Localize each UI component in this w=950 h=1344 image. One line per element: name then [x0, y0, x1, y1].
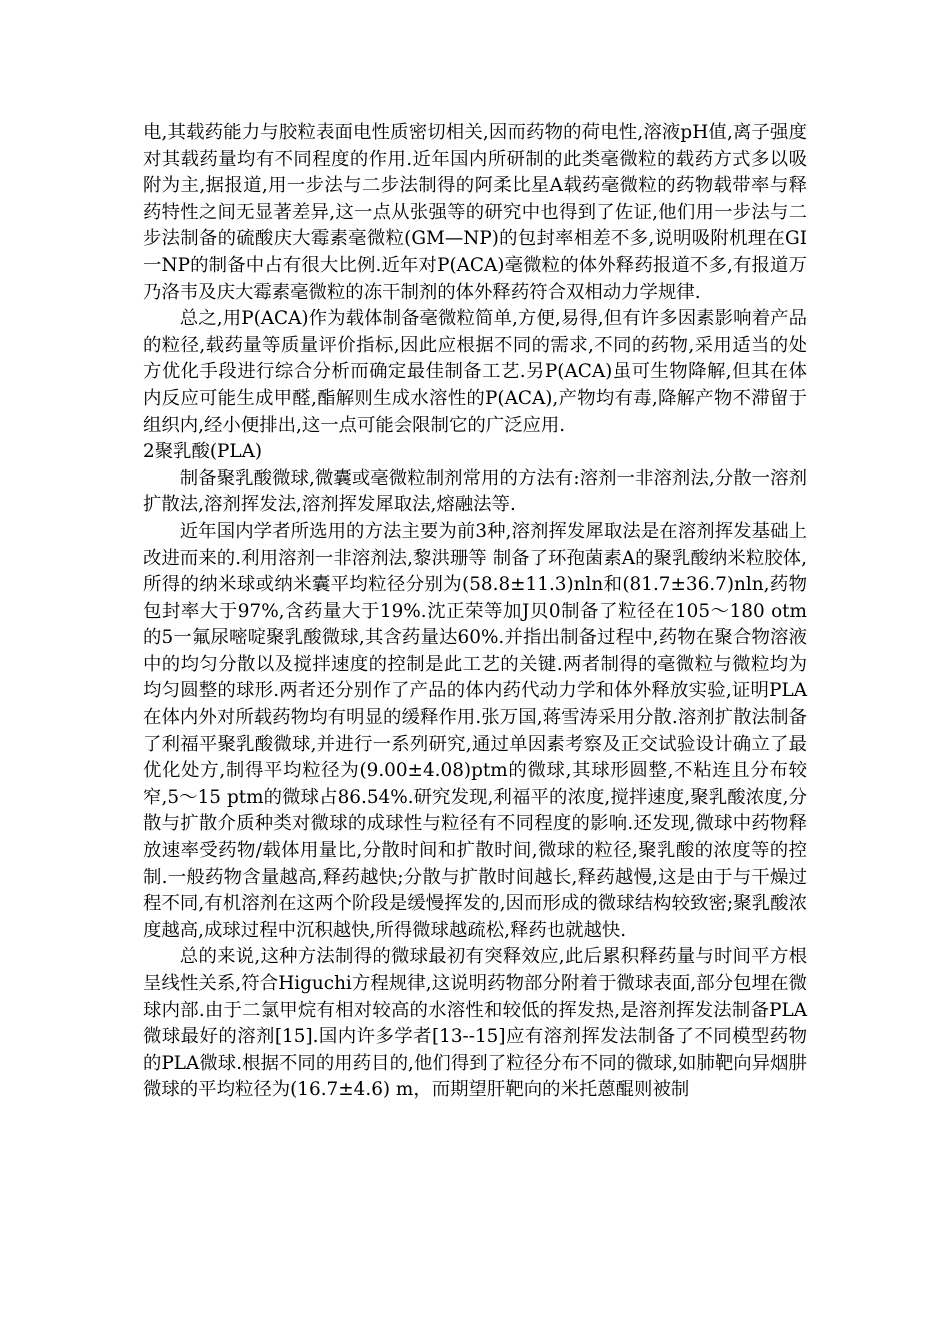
paragraph-preparation-methods: 制备聚乳酸微球,微囊或毫微粒制剂常用的方法有:溶剂一非溶剂法,分散一溶剂扩散法,溶剂挥发法,溶剂挥发犀取法,熔融法等. — [143, 467, 807, 516]
paragraph-release-behavior: 总的来说,这种方法制得的微球最初有突释效应,此后累积释药量与时间平方根呈线性关系,符合Higuchi方程规律,这说明药物部分附着于微球表面,部分包埋在微球内部.由于二氯甲烷有相对较高的水溶性和较低的挥发热,是溶剂挥发法制备PLA微球最好的溶剂[15].国内许多学者[13--15]应有溶剂挥发法制备了不同模型药物的PLA微球.根据不同的用药目的,他们得到了粒径分布不同的微球,如肺靶向异烟肼微球的平均粒径为(16.7±4.6) m，而期望肝靶向的米托蒽醌则被制 — [143, 946, 807, 1101]
paragraph-continuation: 电,其载药能力与胶粒表面电性质密切相关,因而药物的荷电性,溶液pH值,离子强度对其载药量均有不同程度的作用.近年国内所研制的此类毫微粒的载药方式多以吸附为主,据报道,用一步法与二步法制得的阿柔比星A载药毫微粒的药物载带率与释药特性之间无显著差异,这一点从张强等的研究中也得到了佐证,他们用一步法与二步法制备的硫酸庆大霉素毫微粒(GM—NP)的包封率相差不多,说明吸附机理在GI一NP的制备中占有很大比例.近年对P(ACA)毫微粒的体外释药报道不多,有报道万乃洛韦及庆大霉素毫微粒的冻干制剂的体外释药符合双相动力学规律. — [143, 122, 807, 303]
document-body — [143, 120, 807, 1104]
section-heading-pla: 2聚乳酸(PLA) — [143, 441, 263, 463]
paragraph-domestic-research: 近年国内学者所选用的方法主要为前3种,溶剂挥发犀取法是在溶剂挥发基础上改进而来的.利用溶剂一非溶剂法,黎洪珊等 制备了环孢菌素A的聚乳酸纳米粒胶体,所得的纳米球或纳米囊平均粒径分别为(58.8±11.3)nln和(81.7±36.7)nln,药物包封率大于97%,含药量大于19%.沈正荣等加J贝0制备了粒径在105～180 otm的5一氟尿嘧啶聚乳酸微球,其含药量达60%.并指出制备过程中,药物在聚合物溶液中的均匀分散以及搅拌速度的控制是此工艺的关键.两者制得的毫微粒与微粒均为均匀圆整的球形.两者还分别作了产品的体内药代动力学和体外释放实验,证明PLA在体内外对所载药物均有明显的缓释作用.张万国,蒋雪涛采用分散.溶剂扩散法制备了利福平聚乳酸微球,并进行一系列研究,通过单因素考察及正交试验设计确立了最优化处方,制得平均粒径为(9.00±4.08)ptm的微球,其球形圆整,不粘连且分布较窄,5～15 ptm的微球占86.54%.研究发现,利福平的浓度,搅拌速度,聚乳酸浓度,分散与扩散介质种类对微球的成球性与粒径有不同程度的影响.还发现,微球中药物释放速率受药物/载体用量比,分散时间和扩散时间,微球的粒径,聚乳酸的浓度等的控制.一般药物含量越高,释药越快;分散与扩散时间越长,释药越慢,这是由于与干燥过程不同,有机溶剂在这两个阶段是缓慢挥发的,因而形成的微球结构较致密;聚乳酸浓度越高,成球过程中沉积越快,所得微球越疏松,释药也就越快. — [143, 520, 808, 941]
paragraph-summary-paca: 总之,用P(ACA)作为载体制备毫微粒简单,方便,易得,但有许多因素影响着产品的粒径,载药量等质量评价指标,因此应根据不同的需求,不同的药物,采用适当的处方优化手段进行综合分析而确定最佳制备工艺.另P(ACA)虽可生物降解,但其在体内反应可能生成甲醛,酯解则生成水溶性的P(ACA),产物均有毒,降解产物不滞留于组织内,经小便排出,这一点可能会限制它的广泛应用. — [143, 308, 807, 436]
